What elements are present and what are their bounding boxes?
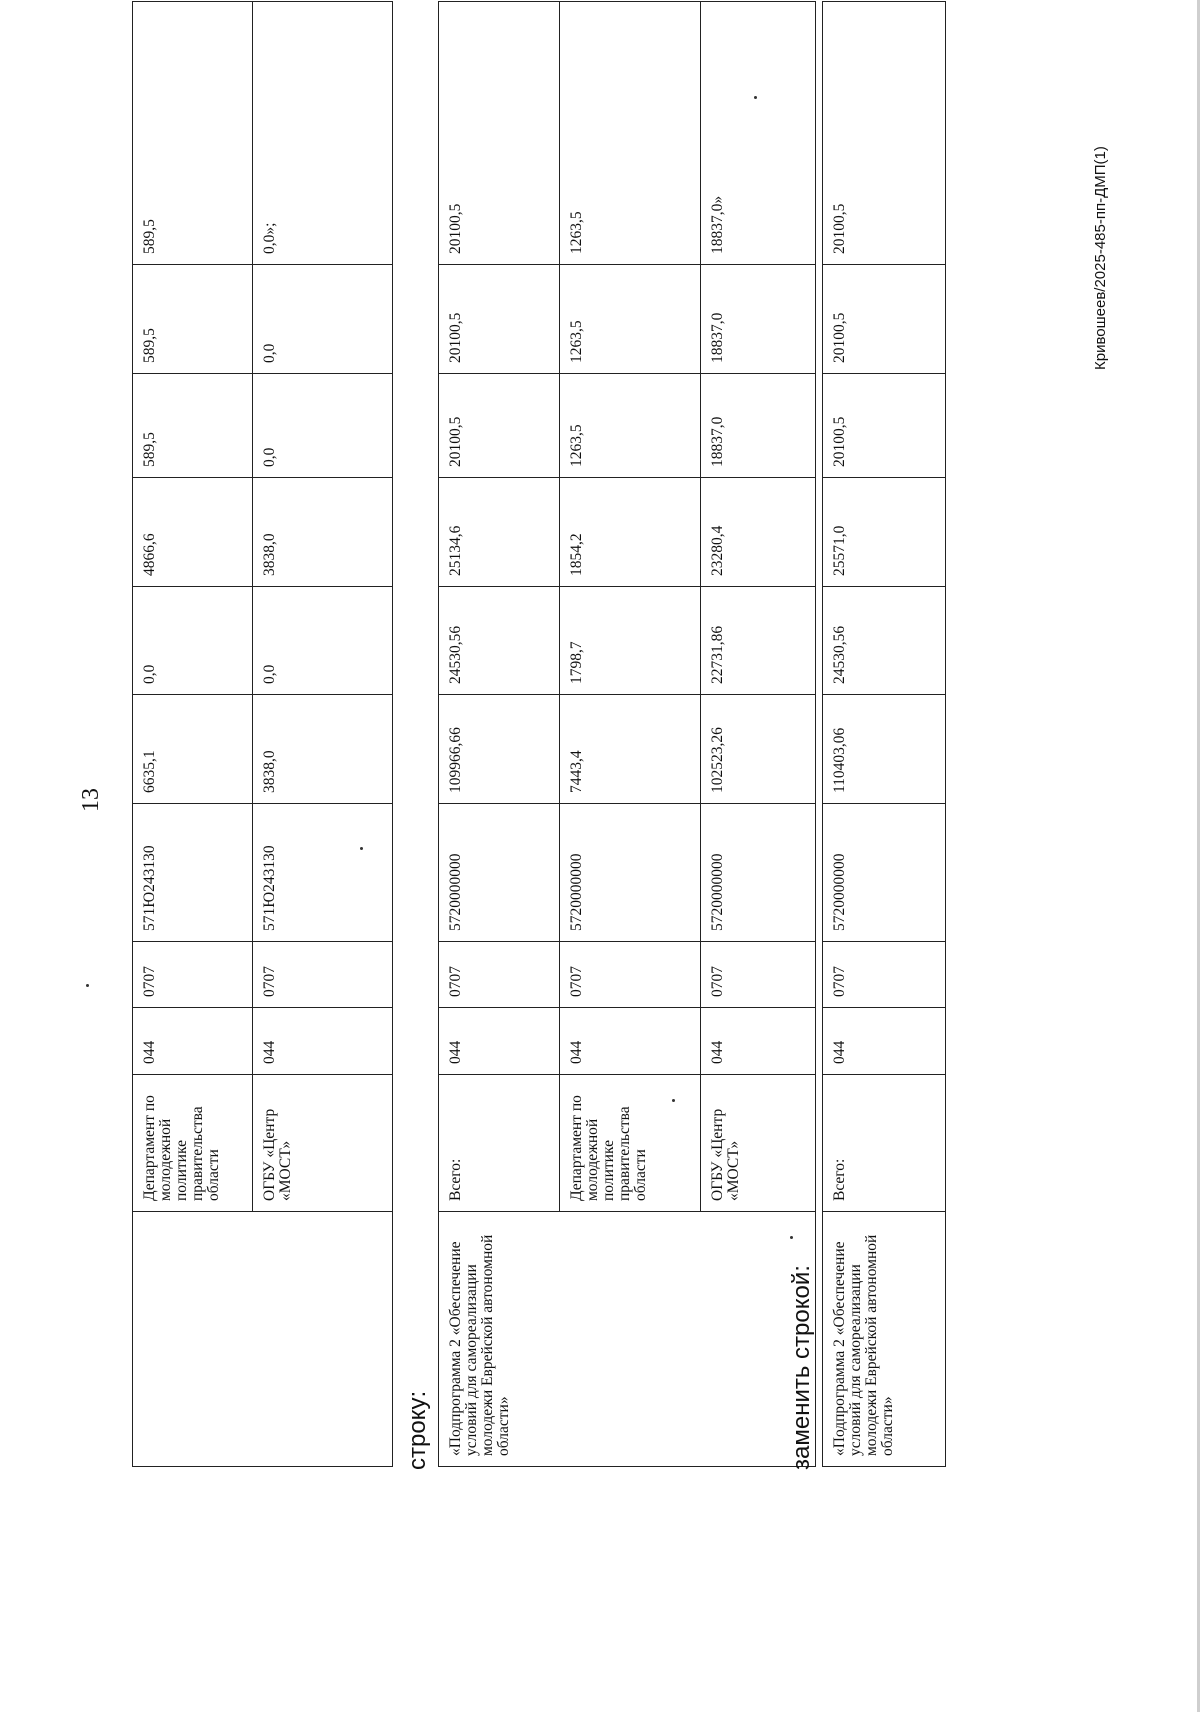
label-replace: заменить строкой: xyxy=(788,1265,815,1470)
value-cell: 0,0 xyxy=(253,587,393,695)
scan-speck xyxy=(754,96,757,99)
value-cell: 4866,6 xyxy=(133,478,253,587)
value-cell: 0,0 xyxy=(133,587,253,695)
value-cell: 25134,6 xyxy=(439,478,560,587)
csr-cell: 5720000000 xyxy=(701,804,816,942)
grbs-cell: 044 xyxy=(133,1008,253,1075)
grbs-cell: 044 xyxy=(560,1008,701,1075)
value-cell: 20100,5 xyxy=(439,374,560,478)
value-cell: 24530,56 xyxy=(439,587,560,695)
value-cell: 0,0 xyxy=(253,374,393,478)
footer-text: Кривошеев/2025-485-пп-ДМП(1) xyxy=(1092,146,1109,370)
new-row-table xyxy=(822,1,946,1467)
executor-cell: Департамент по молодежной политике правительства области xyxy=(133,1075,253,1212)
csr-cell: 571Ю243130 xyxy=(133,804,253,942)
csr-cell: 5720000000 xyxy=(560,804,701,942)
value-cell: 589,5 xyxy=(133,374,253,478)
value-cell: 0,0»; xyxy=(253,2,393,265)
value-cell: 589,5 xyxy=(133,265,253,374)
value-cell: 109966,66 xyxy=(439,695,560,804)
value-cell: 1854,2 xyxy=(560,478,701,587)
scan-speck xyxy=(86,984,89,987)
csr-cell: 5720000000 xyxy=(823,804,946,942)
value-cell: 18837,0» xyxy=(701,2,816,265)
page-number: 13 xyxy=(78,788,104,812)
grbs-cell: 044 xyxy=(701,1008,816,1075)
grbs-cell: 044 xyxy=(253,1008,393,1075)
executor-cell: ОГБУ «Центр «МОСТ» xyxy=(701,1075,816,1212)
value-cell: 1263,5 xyxy=(560,265,701,374)
label-before: строку: xyxy=(404,1390,431,1470)
value-cell: 589,5 xyxy=(133,2,253,265)
value-cell: 20100,5 xyxy=(439,2,560,265)
value-cell: 23280,4 xyxy=(701,478,816,587)
table-row xyxy=(823,2,946,1467)
value-cell: 18837,0 xyxy=(701,374,816,478)
footer xyxy=(1092,120,1132,1020)
value-cell: 3838,0 xyxy=(253,695,393,804)
rzpr-cell: 0707 xyxy=(560,942,701,1008)
value-cell: 110403,06 xyxy=(823,695,946,804)
value-cell: 3838,0 xyxy=(253,478,393,587)
rzpr-cell: 0707 xyxy=(133,942,253,1008)
table-row xyxy=(439,2,560,1467)
rzpr-cell: 0707 xyxy=(701,942,816,1008)
value-cell: 1798,7 xyxy=(560,587,701,695)
executor-cell: Всего: xyxy=(823,1075,946,1212)
rzpr-cell: 0707 xyxy=(823,942,946,1008)
value-cell: 7443,4 xyxy=(560,695,701,804)
program-cell: «Подпрограмма 2 «Обеспечение условий для самореализации молодежи Еврейской автономной области» xyxy=(823,1212,946,1467)
value-cell: 20100,5 xyxy=(823,374,946,478)
csr-cell: 571Ю243130 xyxy=(253,804,393,942)
rzpr-cell: 0707 xyxy=(253,942,393,1008)
executor-cell: Департамент по молодежной политике правительства области xyxy=(560,1075,701,1212)
table-row xyxy=(133,2,253,1467)
value-cell: 22731,86 xyxy=(701,587,816,695)
value-cell: 1263,5 xyxy=(560,374,701,478)
value-cell: 0,0 xyxy=(253,265,393,374)
value-cell: 1263,5 xyxy=(560,2,701,265)
grbs-cell: 044 xyxy=(439,1008,560,1075)
executor-cell: ОГБУ «Центр «МОСТ» xyxy=(253,1075,393,1212)
value-cell: 25571,0 xyxy=(823,478,946,587)
continuation-table xyxy=(132,1,393,1467)
scan-speck xyxy=(360,847,363,850)
program-cell xyxy=(133,1212,393,1467)
value-cell: 18837,0 xyxy=(701,265,816,374)
rzpr-cell: 0707 xyxy=(439,942,560,1008)
value-cell: 102523,26 xyxy=(701,695,816,804)
csr-cell: 5720000000 xyxy=(439,804,560,942)
value-cell: 20100,5 xyxy=(439,265,560,374)
value-cell: 20100,5 xyxy=(823,265,946,374)
value-cell: 6635,1 xyxy=(133,695,253,804)
scan-speck xyxy=(790,1236,793,1239)
old-row-table xyxy=(438,1,816,1467)
value-cell: 24530,56 xyxy=(823,587,946,695)
grbs-cell: 044 xyxy=(823,1008,946,1075)
scan-speck xyxy=(672,1099,675,1102)
program-cell: «Подпрограмма 2 «Обеспечение условий для самореализации молодежи Еврейской автономной области» xyxy=(439,1212,816,1467)
executor-cell: Всего: xyxy=(439,1075,560,1212)
rotated-page-content xyxy=(0,2,1110,1602)
value-cell: 20100,5 xyxy=(823,2,946,265)
